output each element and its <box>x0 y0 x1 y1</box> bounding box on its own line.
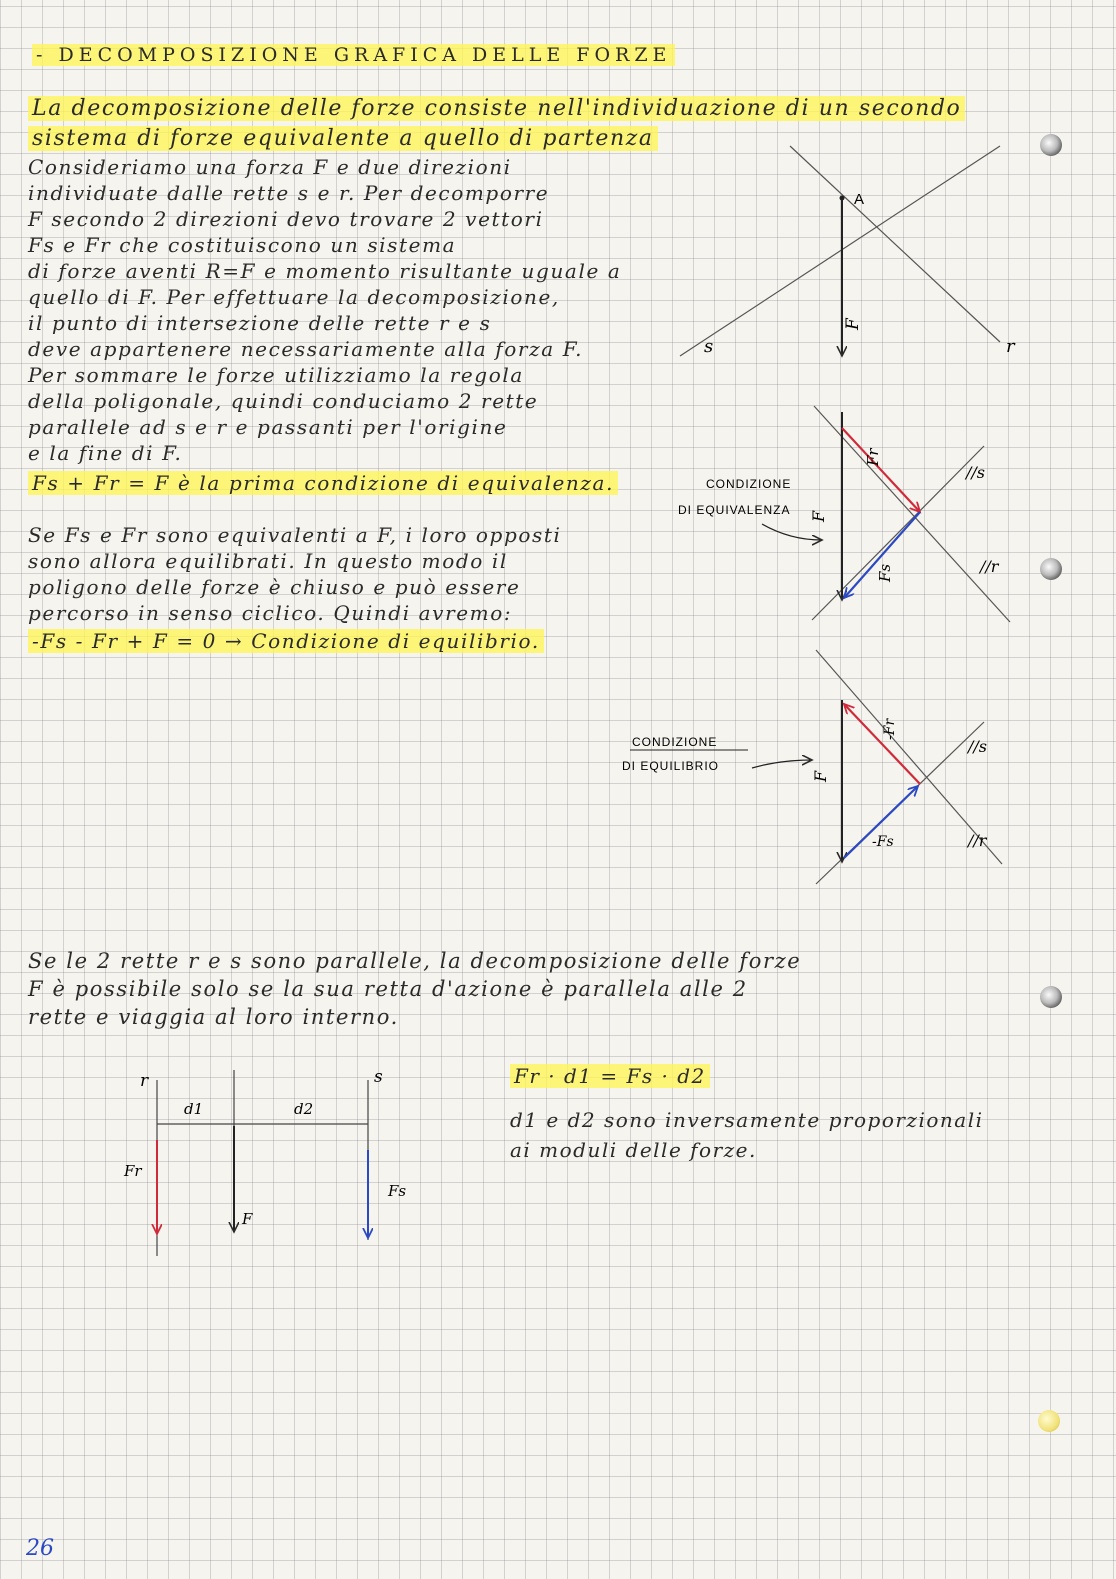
label-f: F <box>811 770 830 782</box>
diagram-equivalence <box>678 406 1010 622</box>
label-d2: d2 <box>294 1100 314 1118</box>
force-fr <box>842 428 920 512</box>
label-f: F <box>242 1210 253 1228</box>
caption-line-2: DI EQUILIBRIO <box>622 759 720 773</box>
label-minus-fs: -Fs <box>872 834 894 850</box>
caption-arrow <box>762 524 822 540</box>
parallel-r <box>812 446 984 620</box>
text-line: il punto di intersezione delle rette r e s <box>28 311 492 335</box>
text-line: Fs e Fr che costituiscono un sistema <box>28 233 457 257</box>
text-line: sono allora equilibrati. In questo modo il <box>28 549 508 573</box>
label-r: r <box>140 1071 149 1091</box>
text-line: Se le 2 rette r e s sono parallele, la decomposizione delle forze <box>28 949 802 973</box>
label-fs: Fs <box>388 1182 407 1200</box>
label-fr: Fr <box>864 448 882 466</box>
label-f: F <box>843 318 863 330</box>
text-line: Per sommare le forze utilizziamo la regola <box>28 363 524 387</box>
label-fs: Fs <box>876 563 894 582</box>
text-line: poligono delle forze è chiuso e può essere <box>28 575 521 599</box>
text-line: F è possibile solo se la sua retta d'azione è parallela alle 2 <box>28 977 748 1001</box>
text-line: percorso in senso ciclico. Quindi avremo: <box>28 601 513 625</box>
force-minus-fr <box>844 704 920 784</box>
diagram-equilibrium <box>622 650 1002 884</box>
caption-arrow <box>752 760 812 768</box>
label-fr: Fr <box>124 1162 142 1180</box>
point-a <box>840 196 845 201</box>
text-line: parallele ad s e r e passanti per l'origine <box>28 415 508 439</box>
text-line: Fs + Fr = F è la prima condizione di equivalenza. <box>28 471 618 495</box>
label-minus-fr: -Fr <box>882 718 898 740</box>
label-par-r: //r <box>980 557 999 576</box>
page-title: - DECOMPOSIZIONE GRAFICA DELLE FORZE <box>32 44 675 66</box>
text-line: -Fs - Fr + F = 0 → Condizione di equilibrio. <box>28 629 544 653</box>
label-par-s: //s <box>966 463 985 482</box>
label-s: s <box>374 1067 383 1087</box>
text-line: della poligonale, quindi conduciamo 2 rette <box>28 389 539 413</box>
caption-line-1: CONDIZIONE <box>706 477 792 491</box>
caption-line-2: DI EQUIVALENZA <box>678 503 791 517</box>
text-line: deve appartenere necessariamente alla forza F. <box>28 337 584 361</box>
text-line: individuate dalle rette s e r. Per decomporre <box>28 181 550 205</box>
text-line: La decomposizione delle forze consiste nell'individuazione di un secondo <box>28 96 965 121</box>
text-line: Consideriamo una forza F e due direzioni <box>28 155 512 179</box>
caption-line-1: CONDIZIONE <box>632 735 718 749</box>
force-fs <box>844 512 920 598</box>
text-line: quello di F. Per effettuare la decomposizione, <box>28 285 560 309</box>
text-line: di forze aventi R=F e momento risultante uguale a <box>28 259 622 283</box>
label-d1: d1 <box>184 1100 204 1118</box>
formula-note-2: ai moduli delle forze. <box>510 1138 757 1162</box>
line-s <box>680 146 1000 356</box>
label-par-s: //s <box>968 737 987 756</box>
label-s: s <box>704 336 714 357</box>
diagram-parallel-forces <box>123 1067 406 1256</box>
parallel-s <box>814 406 1010 622</box>
label-a: A <box>854 191 865 208</box>
label-f: F <box>809 510 828 522</box>
text-line: F secondo 2 direzioni devo trovare 2 vettori <box>28 207 544 231</box>
label-r: r <box>1006 336 1015 357</box>
diagram-decomposition <box>680 146 1016 357</box>
page-number: 26 <box>26 1536 54 1561</box>
line-r <box>790 146 1000 342</box>
formula-note-1: d1 e d2 sono inversamente proporzionali <box>510 1108 984 1132</box>
label-par-r: //r <box>968 831 987 850</box>
formula: Fr · d1 = Fs · d2 <box>510 1064 710 1088</box>
text-line: sistema di forze equivalente a quello di partenza <box>28 126 658 151</box>
text-line: Se Fs e Fr sono equivalenti a F, i loro opposti <box>28 523 562 547</box>
text-line: rette e viaggia al loro interno. <box>28 1005 399 1029</box>
text-line: e la fine di F. <box>28 441 183 465</box>
